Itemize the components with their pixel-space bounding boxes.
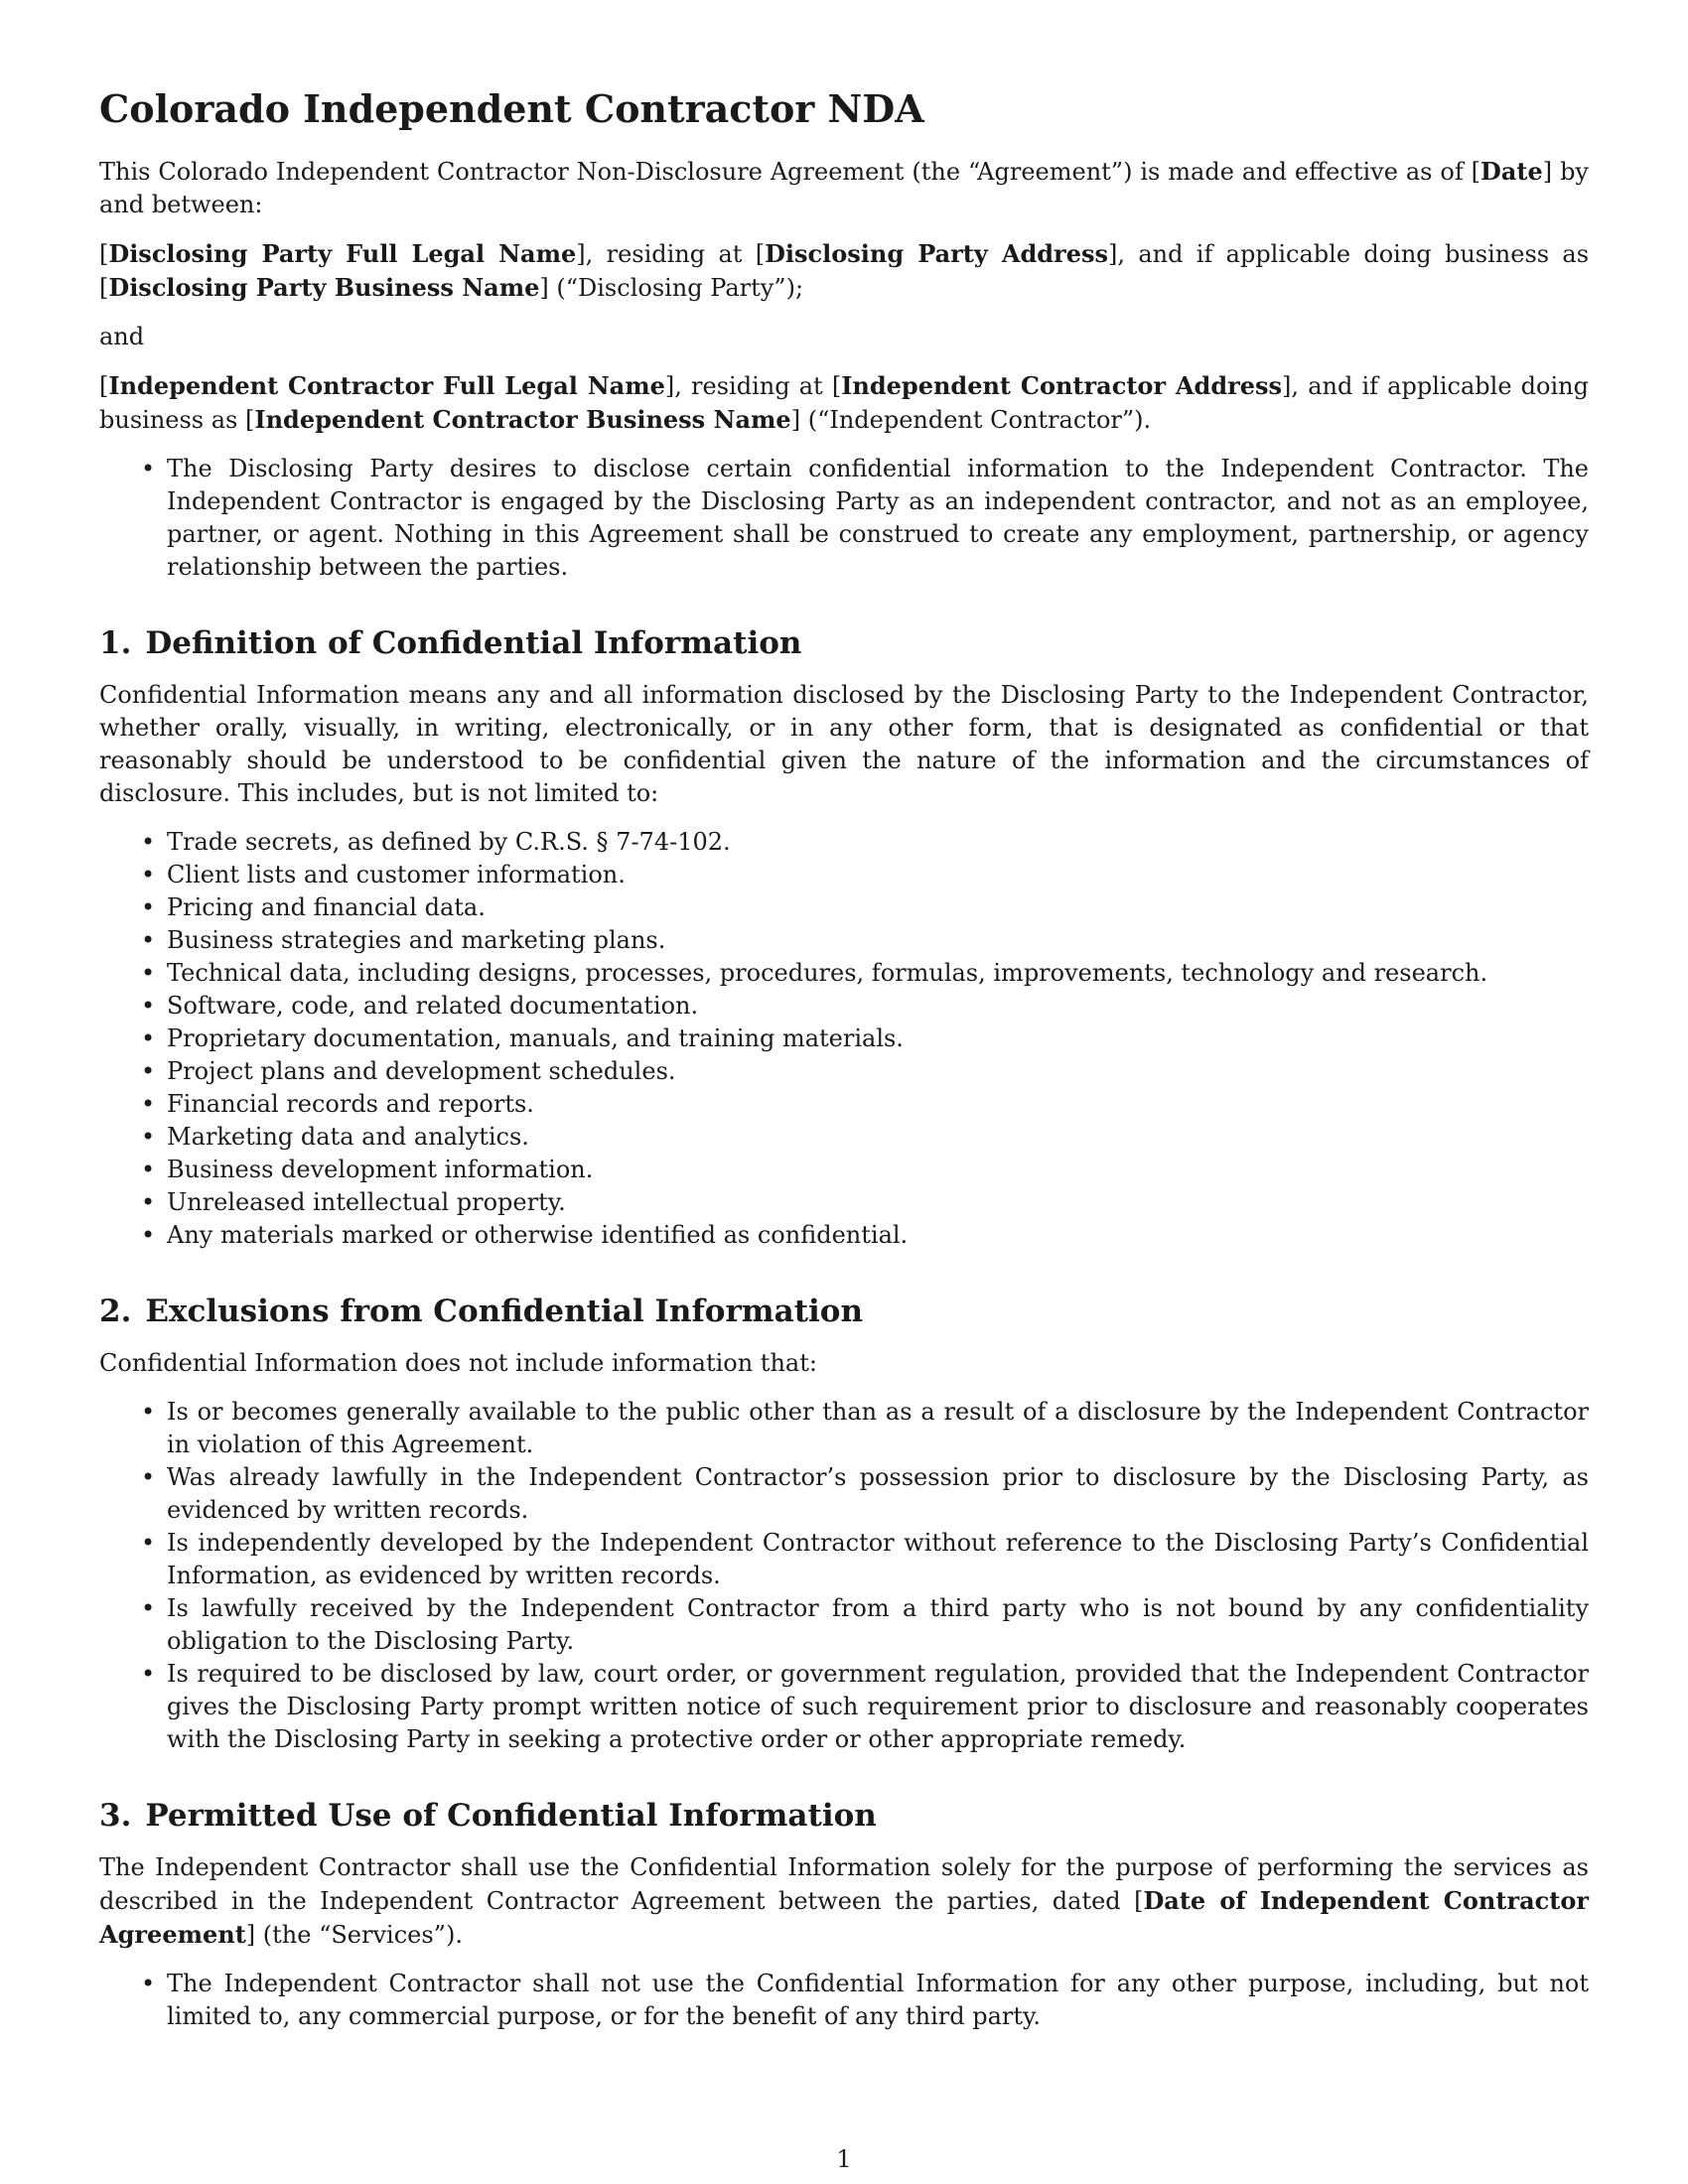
- list-item: • Any materials marked or otherwise identified as confidential.: [99, 1219, 1589, 1252]
- date-placeholder: Date: [1480, 157, 1543, 186]
- section-2-list: [99, 1396, 1589, 1756]
- list-item: • The Independent Contractor shall not use the Confidential Information for any other purpose, including, but not limited to, any commercial purpose, or for the benefit of any third party.: [99, 1968, 1589, 2033]
- list-item: • Project plans and development schedules.: [99, 1055, 1589, 1088]
- intro-bullet-list: [99, 453, 1589, 584]
- list-item: • Unreleased intellectual property.: [99, 1186, 1589, 1219]
- section-title: Definition of Confidential Information: [145, 625, 802, 661]
- document-page: [99, 85, 1589, 2047]
- dp-residing-text: , residing at: [585, 240, 756, 268]
- list-item: • Trade secrets, as defined by C.R.S. § 7-74-102.: [99, 826, 1589, 859]
- section-number: 1.: [99, 625, 132, 661]
- list-item: • Business strategies and marketing plans.: [99, 924, 1589, 957]
- section-3-text-b: (the “Services”).: [255, 1921, 463, 1949]
- and-text: and: [99, 323, 145, 350]
- dp-address-placeholder: Disclosing Party Address: [765, 239, 1108, 268]
- list-item: • Pricing and financial data.: [99, 891, 1589, 924]
- ic-business-placeholder: Independent Contractor Business Name: [254, 405, 791, 434]
- list-item: • Is lawfully received by the Independent Contractor from a third party who is not bound by any confidentiality obligation to the Disclosing Party.: [99, 1592, 1589, 1658]
- list-item: • Marketing data and analytics.: [99, 1121, 1589, 1154]
- document-title: Colorado Independent Contractor NDA: [99, 86, 924, 131]
- ic-name-placeholder: Independent Contractor Full Legal Name: [108, 371, 665, 400]
- dp-business-placeholder: Disclosing Party Business Name: [108, 273, 540, 302]
- intro-paragraph: This Colorado Independent Contractor Non-Disclosure Agreement (the “Agreement”) is made and effective as of [Date] by and between:: [99, 157, 1589, 218]
- section-3-heading: [99, 1796, 1589, 1836]
- section-number: 3.: [99, 1798, 132, 1834]
- list-item: • Technical data, including designs, processes, procedures, formulas, improvements, technology and research.: [99, 957, 1589, 990]
- section-3-text-a: The Independent Contractor shall use the Confidential Information solely for the purpose of performing the services as described in the Independent Contractor Agreement between the parties, dated: [99, 1853, 1589, 1915]
- section-title: Permitted Use of Confidential Information: [145, 1798, 877, 1834]
- section-2-heading: [99, 1292, 1589, 1331]
- list-item: • Financial records and reports.: [99, 1088, 1589, 1121]
- list-item: • Is or becomes generally available to the public other than as a result of a disclosure by the Independent Contractor in violation of this Agreement.: [99, 1396, 1589, 1461]
- list-item: • The Disclosing Party desires to disclose certain confidential information to the Independent Contractor. The Independent Contractor is engaged by the Disclosing Party as an independent contractor, and not as an employee, partner, or agent. Nothing in this Agreement shall be construed to create any employment, partnership, or agency relationship between the parties.: [99, 453, 1589, 584]
- section-1-body: Confidential Information means any and all information disclosed by the Disclosing Party to the Independent Contractor, whether orally, visually, in writing, electronically, or in any other form, that is designated as confidential or that reasonably should be understood to be confidential given the nature of the information and the circumstances of disclosure. This includes, but is not limited to:: [99, 681, 1589, 807]
- dp-name-placeholder: Disclosing Party Full Legal Name: [108, 239, 577, 268]
- disclosing-party-paragraph: [Disclosing Party Full Legal Name], residing at [Disclosing Party Address], and if applicable doing business as [Disclosing Party Business Name] (“Disclosing Party”);: [99, 239, 1590, 302]
- dp-end-text: (“Disclosing Party”);: [548, 274, 804, 302]
- ic-end-text: (“Independent Contractor”).: [800, 406, 1152, 434]
- ic-address-placeholder: Independent Contractor Address: [841, 371, 1283, 400]
- section-title: Exclusions from Confidential Information: [145, 1294, 864, 1329]
- intro-text-a: This Colorado Independent Contractor Non-Disclosure Agreement (the “Agreement”) is made and effective as of: [99, 158, 1472, 186]
- contractor-paragraph: [Independent Contractor Full Legal Name], residing at [Independent Contractor Address], and if applicable doing business as [Independent Contractor Business Name] (“Independent Contractor”).: [99, 371, 1589, 434]
- section-number: 2.: [99, 1294, 132, 1329]
- intro-text-b: by and between:: [99, 158, 1589, 218]
- section-2-body: Confidential Information does not include information that:: [99, 1349, 817, 1377]
- page-number: 1: [836, 2145, 852, 2173]
- section-3-list: [99, 1968, 1589, 2033]
- list-item: • Proprietary documentation, manuals, and training materials.: [99, 1023, 1589, 1055]
- list-item: • Software, code, and related documentation.: [99, 990, 1589, 1023]
- dp-dba-text: , and if applicable doing business as: [1117, 240, 1590, 268]
- list-item: • Business development information.: [99, 1154, 1589, 1186]
- list-item: • Was already lawfully in the Independent Contractor’s possession prior to disclosure by the Disclosing Party, as evidenced by written records.: [99, 1461, 1589, 1527]
- ic-residing-text: , residing at: [674, 372, 832, 400]
- ic-dba-text: , and if applicable doing business as: [99, 372, 1589, 434]
- list-item: • Is required to be disclosed by law, court order, or government regulation, provided that the Independent Contractor gives the Disclosing Party prompt written notice of such requirement prior to disclosure and reasonably cooperates with the Disclosing Party in seeking a protective order or other appropriate remedy.: [99, 1658, 1589, 1756]
- section-1-heading: [99, 623, 1589, 663]
- section-1-list: [99, 826, 1589, 1252]
- agreement-date-placeholder: Date of Independent Contractor Agreement: [99, 1886, 1589, 1949]
- list-item: • Is independently developed by the Independent Contractor without reference to the Disclosing Party’s Confidential Information, as evidenced by written records.: [99, 1527, 1589, 1592]
- list-item: • Client lists and customer information.: [99, 859, 1589, 891]
- section-3-body: The Independent Contractor shall use the Confidential Information solely for the purpose of performing the services as described in the Independent Contractor Agreement between the parties, dated [Date of Independent Contractor Agreement] (the “Services”).: [99, 1853, 1589, 1949]
